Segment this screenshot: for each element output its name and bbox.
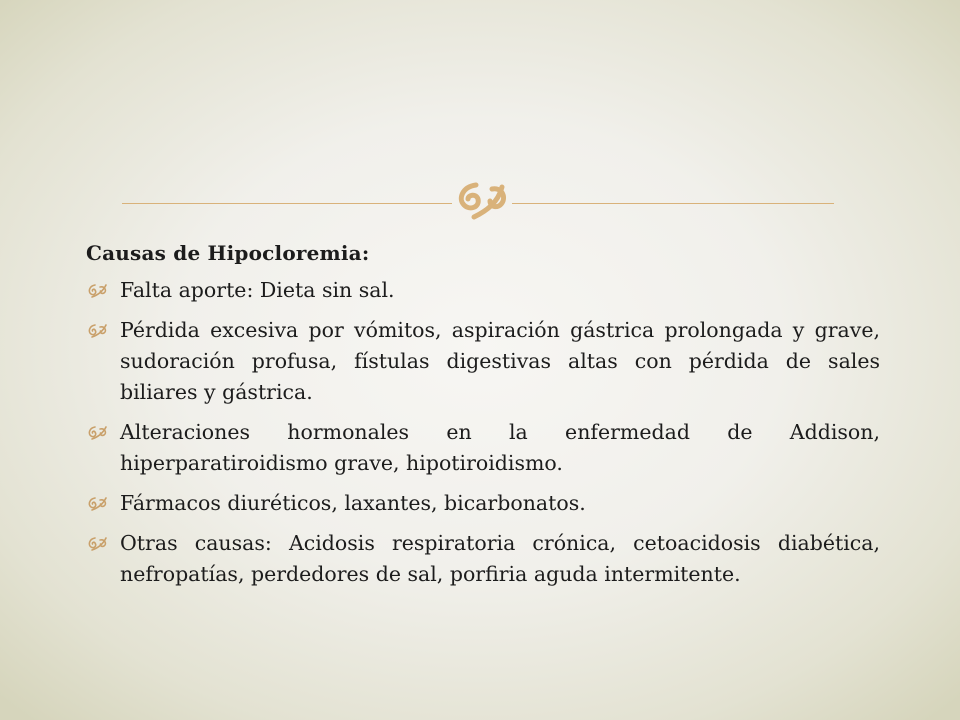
slide-heading: Causas de Hipocloremia: [86, 241, 370, 265]
header-divider-right [512, 203, 834, 204]
slide-content [86, 238, 880, 599]
curl-bullet-icon [86, 425, 108, 441]
bullet-text: Pérdida excesiva por vómitos, aspiración gástrica prolongada y grave, sudoración profusa, fístulas digestivas altas con pérdida de sales biliares y gástrica. [120, 318, 880, 404]
bullet-item [86, 315, 880, 408]
bullet-item [86, 417, 880, 479]
double-curl-quote-icon [452, 171, 512, 231]
bullet-text: Otras causas: Acidosis respiratoria crónica, cetoacidosis diabética, nefropatías, perdedores de sal, porfiria aguda intermitente. [120, 531, 880, 586]
bullet-text: Alteraciones hormonales en la enfermedad de Addison, hiperparatiroidismo grave, hipotiroidismo. [120, 420, 880, 475]
bullet-item [86, 488, 880, 519]
curl-bullet-icon [86, 323, 108, 339]
curl-bullet-icon [86, 496, 108, 512]
bullet-list [86, 275, 880, 590]
bullet-text: Fármacos diuréticos, laxantes, bicarbonatos. [120, 491, 586, 515]
curl-bullet-icon [86, 536, 108, 552]
curl-bullet-icon [86, 283, 108, 299]
bullet-item [86, 275, 880, 306]
header-divider-left [122, 203, 452, 204]
bullet-text: Falta aporte: Dieta sin sal. [120, 278, 395, 302]
bullet-item [86, 528, 880, 590]
